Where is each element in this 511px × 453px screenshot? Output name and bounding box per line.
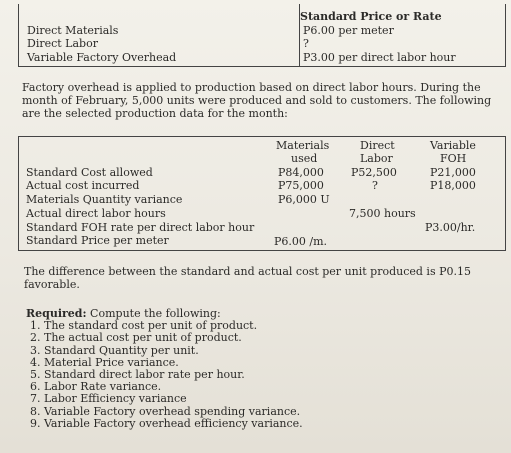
required-item: 3. Standard Quantity per unit. xyxy=(44,345,303,357)
standards-label-labor: Direct Labor xyxy=(27,37,98,50)
difference-note: The difference between the standard and actual cost per unit produced is P0.15 favorable. xyxy=(24,265,471,291)
cell-materials-variance: P6,000 U xyxy=(278,193,330,206)
required-list xyxy=(26,320,303,430)
required-item: 7. Labor Efficiency variance xyxy=(44,393,303,405)
row-label-actual-dlh: Actual direct labor hours xyxy=(26,207,166,220)
standards-value-foh: P3.00 per direct labor hour xyxy=(303,51,456,64)
cell-foh-actual: P18,000 xyxy=(430,179,476,192)
required-item: 1. The standard cost per unit of product. xyxy=(44,320,303,332)
cell-materials-actual: P75,000 xyxy=(278,179,324,192)
cell-labor-hours: 7,500 hours xyxy=(349,207,416,220)
cell-foh-rate: P3.00/hr. xyxy=(425,221,476,234)
col-header-labor-1: Direct xyxy=(360,139,395,152)
row-label-mqv: Materials Quantity variance xyxy=(26,193,183,206)
standards-value-labor: ? xyxy=(303,37,309,50)
cell-std-price: P6.00 /m. xyxy=(274,235,328,248)
row-label-standard-cost: Standard Cost allowed xyxy=(26,166,153,179)
required-item: 5. Standard direct labor rate per hour. xyxy=(44,369,303,381)
standards-header: Standard Price or Rate xyxy=(300,10,442,23)
cell-foh-std: P21,000 xyxy=(430,166,476,179)
required-item: 8. Variable Factory overhead spending variance. xyxy=(44,406,303,418)
cell-labor-std: P52,500 xyxy=(351,166,397,179)
required-section xyxy=(26,308,303,430)
standards-label-foh: Variable Factory Overhead xyxy=(27,51,177,64)
col-header-materials-1: Materials xyxy=(276,139,330,152)
col-header-materials-2: used xyxy=(291,152,318,165)
row-label-actual-cost: Actual cost incurred xyxy=(26,179,140,192)
col-header-foh-1: Variable xyxy=(430,139,476,152)
standards-label-materials: Direct Materials xyxy=(27,24,119,37)
row-label-std-price: Standard Price per meter xyxy=(26,234,169,247)
intro-paragraph: Factory overhead is applied to production based on direct labor hours. During the month of February, 5,000 units were produced and sold to customers. The following are the selected production data for the month: xyxy=(22,81,492,120)
required-item: 4. Material Price variance. xyxy=(44,357,303,369)
required-item: 6. Labor Rate variance. xyxy=(44,381,303,393)
col-header-foh-2: FOH xyxy=(440,152,467,165)
cell-materials-std: P84,000 xyxy=(278,166,324,179)
required-item: 2. The actual cost per unit of product. xyxy=(44,332,303,344)
required-label: Required: xyxy=(26,307,87,320)
required-intro: Compute the following: xyxy=(86,307,221,320)
col-header-labor-2: Labor xyxy=(360,152,393,165)
required-item: 9. Variable Factory overhead efficiency variance. xyxy=(44,418,303,430)
standards-value-materials: P6.00 per meter xyxy=(303,24,394,37)
row-label-std-foh-rate: Standard FOH rate per direct labor hour xyxy=(26,221,255,234)
cell-labor-actual: ? xyxy=(372,179,378,192)
